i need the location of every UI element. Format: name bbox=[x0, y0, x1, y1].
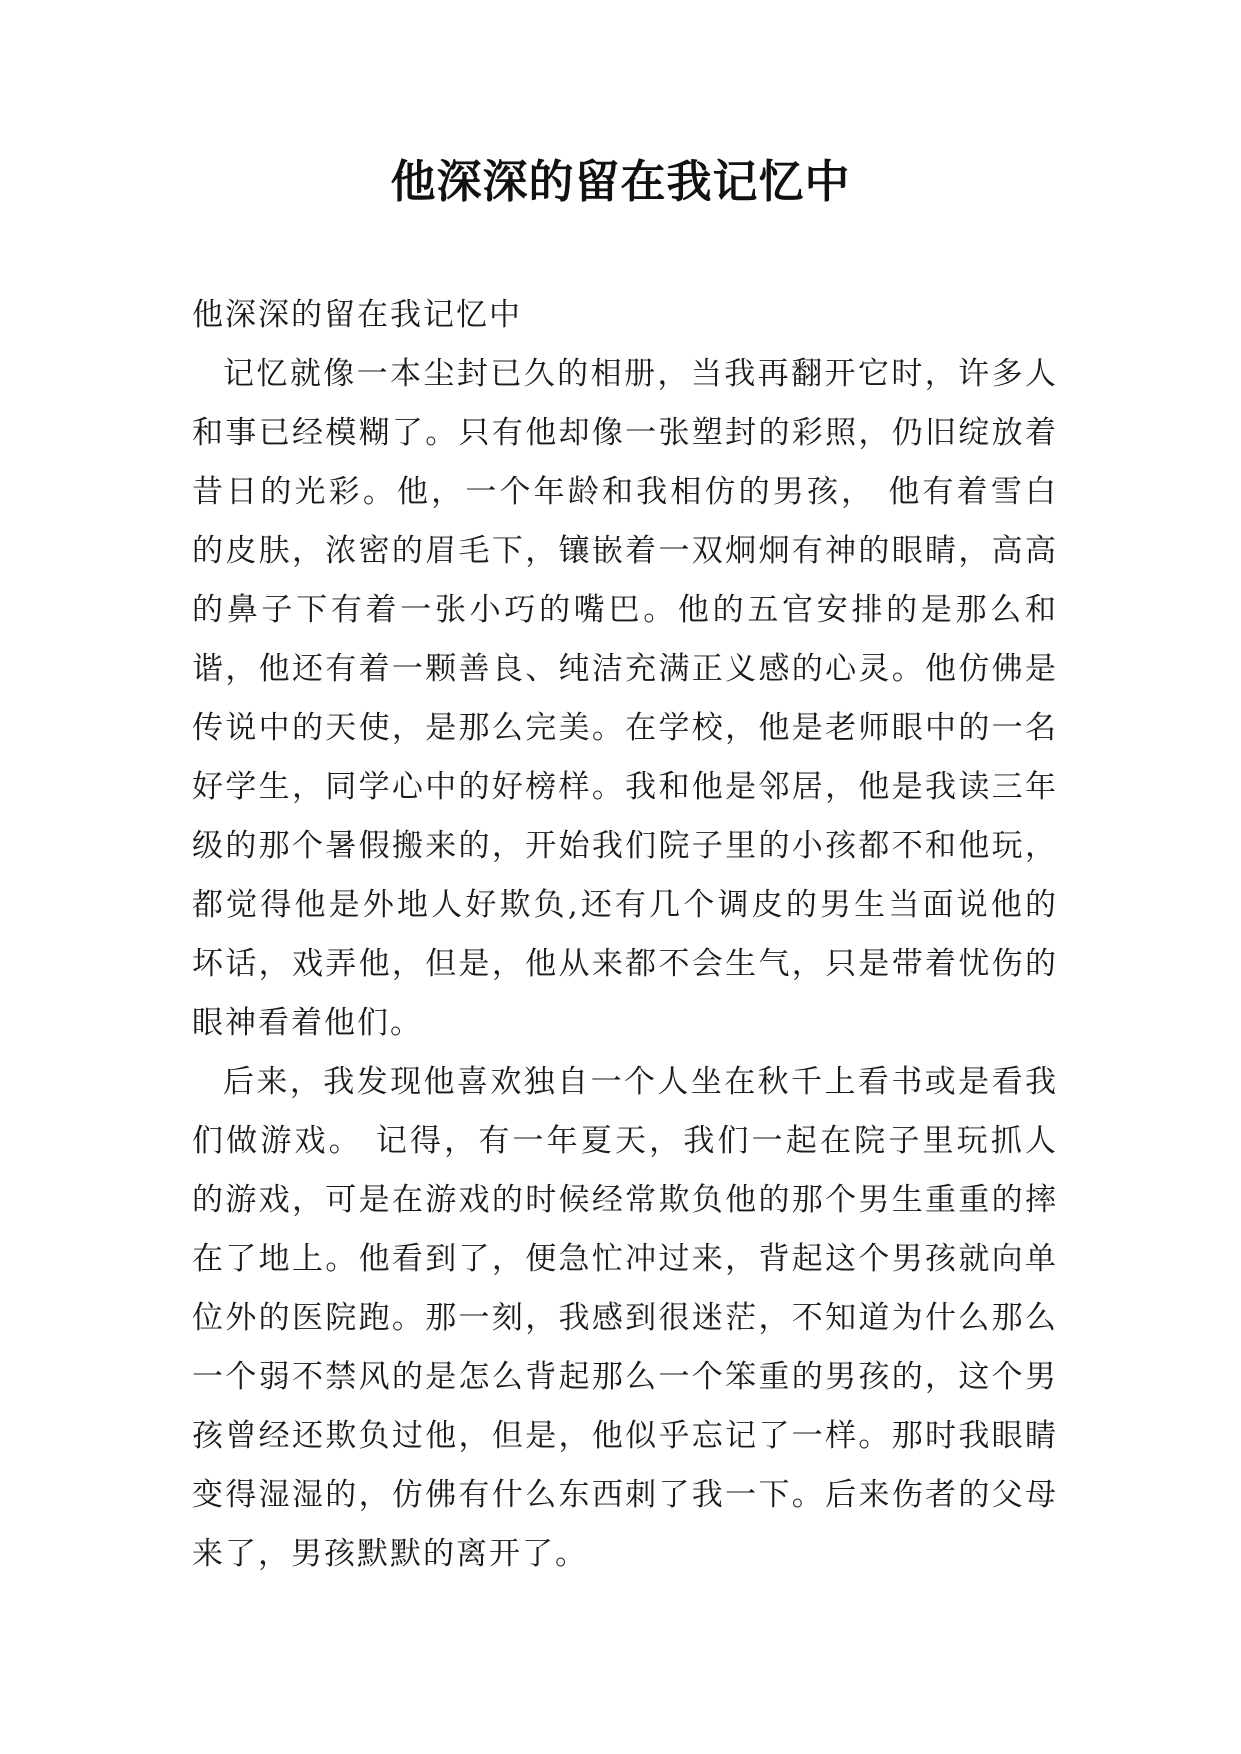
body-heading-line: 他深深的留在我记忆中 bbox=[192, 297, 522, 333]
document-title: 他深深的留在我记忆中 bbox=[390, 155, 851, 208]
paragraph-2: 后来，我发现他喜欢独自一个人坐在秋千上看书或是看我们做游戏。 记得，有一年夏天，我们一起在院子里玩抓人的游戏，可是在游戏的时候经常欺负他的那个男生重重的摔在了地上。他看到了，便急忙冲过来，背起这个男孩就向单位外的医院跑。那一刻，我感到很迷茫，不知道为什么那么一个弱不禁风的是怎么背起那么一个笨重的男孩的，这个男孩曾经还欺负过他，但是，他似乎忘记了一样。那时我眼睛变得湿湿的，仿佛有什么东西刺了我一下。后来伤者的父母来了，男孩默默的离开了。 bbox=[192, 1064, 1058, 1572]
paragraph-1: 记忆就像一本尘封已久的相册，当我再翻开它时，许多人和事已经模糊了。只有他却像一张塑封的彩照，仍旧绽放着昔日的光彩。他，一个年龄和我相仿的男孩， 他有着雪白的皮肤，浓密的眉毛下，镶嵌着一双炯炯有神的眼睛，高高的鼻子下有着一张小巧的嘴巴。他的五官安排的是那么和谐，他还有着一颗善良、纯洁充满正义感的心灵。他仿佛是传说中的天使，是那么完美。在学校，他是老师眼中的一名好学生，同学心中的好榜样。我和他是邻居，他是我读三年级的那个暑假搬来的，开始我们院子里的小孩都不和他玩，都觉得他是外地人好欺负,还有几个调皮的男生当面说他的坏话，戏弄他，但是，他从来都不会生气，只是带着忧伤的眼神看着他们。 bbox=[192, 356, 1058, 1041]
document-body bbox=[192, 286, 1058, 1584]
